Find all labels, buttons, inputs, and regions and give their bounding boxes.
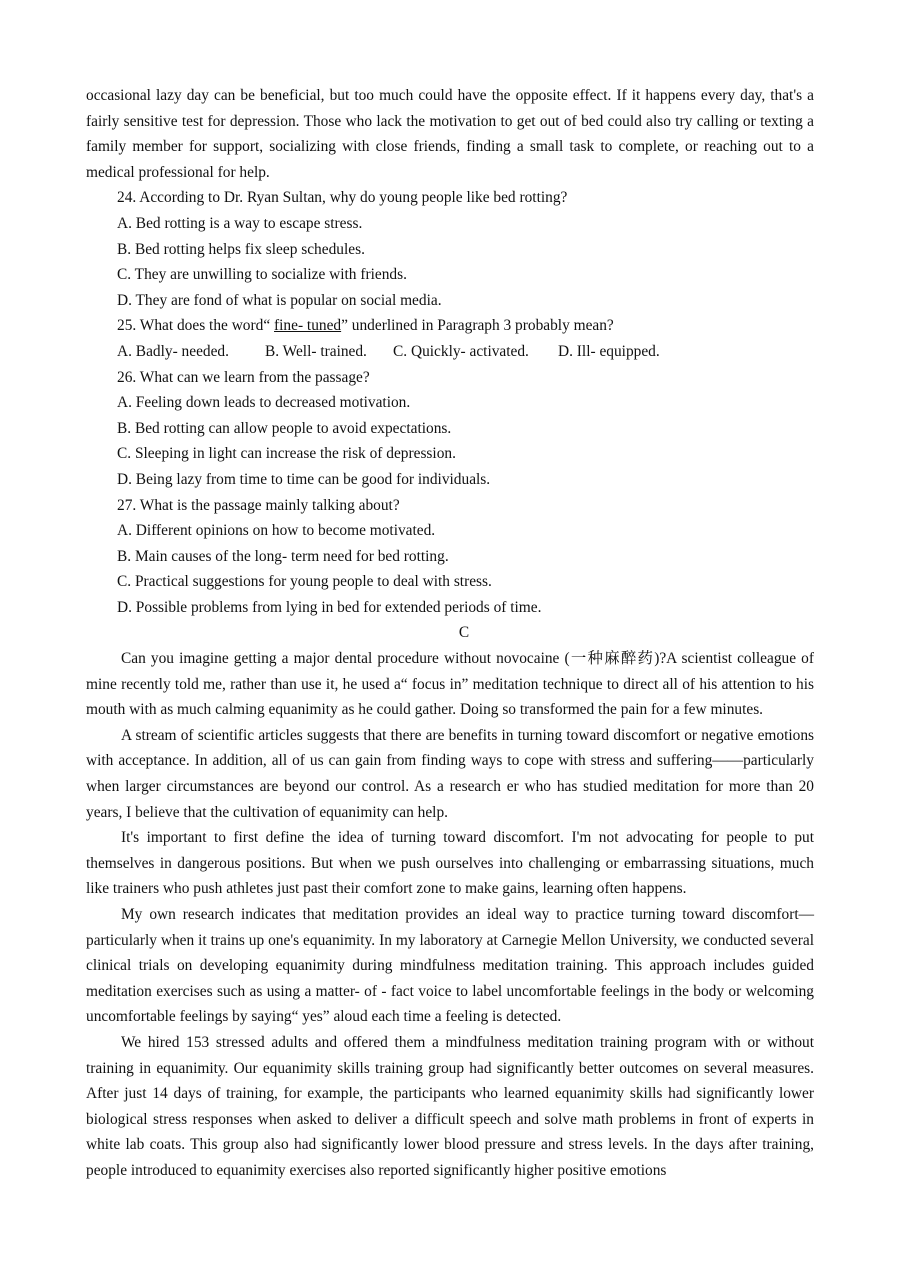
option-a: A. Badly- needed. [117, 342, 229, 360]
passage-paragraph: A stream of scientific articles suggests that there are benefits in turning toward discomfort or negative emotions with acceptance. In addition, all of us can gain from finding ways to cope with stress and suffering——particularly when larger circumstances are beyond our control. As a research er who has studied meditation for more than 20 years, I believe that the cultivation of equanimity can help. [86, 726, 814, 821]
continued-paragraph: occasional lazy day can be beneficial, but too much could have the opposite effect. If it happens every day, that's a fairly sensitive test for depression. Those who lack the motivation to get out of bed could also try calling or texting a family member for support, socializing with close friends, finding a small task to complete, or reaching out to a medical professional for help. [86, 87, 814, 181]
passage-paragraph: We hired 153 stressed adults and offered them a mindfulness meditation training program with or without training in equanimity. Our equanimity skills training group had significantly better outcomes on several measures. After just 14 days of training, for example, the participants who learned equanimity skills had significantly lower biological stress responses when asked to deliver a difficult speech and solve math problems in front of experts in white lab coats. This group also had significantly lower blood pressure and stress levels. In the days after training, people introduced to equanimity exercises also reported significantly higher positive emotions [86, 1033, 814, 1179]
option-c: C. Practical suggestions for young people to deal with stress. [117, 573, 492, 591]
options-row [86, 339, 814, 365]
question-25 [86, 313, 814, 364]
passage-paragraph: Can you imagine getting a major dental procedure without novocaine (一种麻醉药)?A scientist colleague of mine recently told me, rather than use it, he used a“ focus in” meditation technique to direct all of his attention to his mouth with as much calming equanimity as he could gather. Doing so transformed the pain for a few minutes. [86, 650, 814, 719]
passage-paragraph: It's important to first define the idea of turning toward discomfort. I'm not advocating for people to put themselves in dangerous positions. But when we push ourselves into challenging or embarrassing situations, much like trainers who push athletes just past their comfort zone to make gains, learning often happens. [86, 829, 814, 898]
option-b: B. Main causes of the long- term need for bed rotting. [117, 547, 449, 565]
question-24 [86, 185, 814, 313]
question-26 [86, 365, 814, 493]
document-page [86, 83, 814, 1184]
option-d: D. Being lazy from time to time can be good for individuals. [117, 470, 491, 488]
section-heading: C [458, 624, 470, 642]
option-c: C. They are unwilling to socialize with friends. [117, 266, 407, 284]
stem-after: ” underlined in Paragraph 3 probably mean? [341, 317, 614, 335]
option-d: D. Possible problems from lying in bed for extended periods of time. [117, 598, 542, 616]
option-c: C. Sleeping in light can increase the risk of depression. [117, 445, 456, 463]
question-stem: 24. According to Dr. Ryan Sultan, why do young people like bed rotting? [117, 189, 568, 207]
option-a: A. Bed rotting is a way to escape stress. [117, 214, 363, 232]
passage-paragraph: My own research indicates that meditation provides an ideal way to practice turning toward discomfort—particularly when it trains up one's equanimity. In my laboratory at Carnegie Mellon University, we conducted several clinical trials on developing equanimity during mindfulness meditation training. This approach includes guided meditation exercises such as using a matter- of - fact voice to label uncomfortable feelings in the body or welcoming uncomfortable feelings by saying“ yes” aloud each time a feeling is detected. [86, 906, 814, 1026]
option-a: A. Different opinions on how to become motivated. [117, 522, 436, 540]
stem-before: 25. What does the word“ [117, 317, 275, 335]
question-stem: 26. What can we learn from the passage? [117, 368, 370, 386]
option-d: D. They are fond of what is popular on social media. [117, 291, 442, 309]
option-d: D. Ill- equipped. [558, 342, 660, 360]
question-27 [86, 493, 814, 621]
option-a: A. Feeling down leads to decreased motivation. [117, 394, 411, 412]
option-b: B. Bed rotting can allow people to avoid expectations. [117, 419, 452, 437]
option-b: B. Well- trained. [265, 342, 367, 360]
option-b: B. Bed rotting helps fix sleep schedules. [117, 240, 365, 258]
option-c: C. Quickly- activated. [393, 342, 529, 360]
underlined-word: fine- tuned [274, 317, 342, 335]
question-stem [86, 313, 814, 339]
question-stem: 27. What is the passage mainly talking about? [117, 496, 400, 514]
